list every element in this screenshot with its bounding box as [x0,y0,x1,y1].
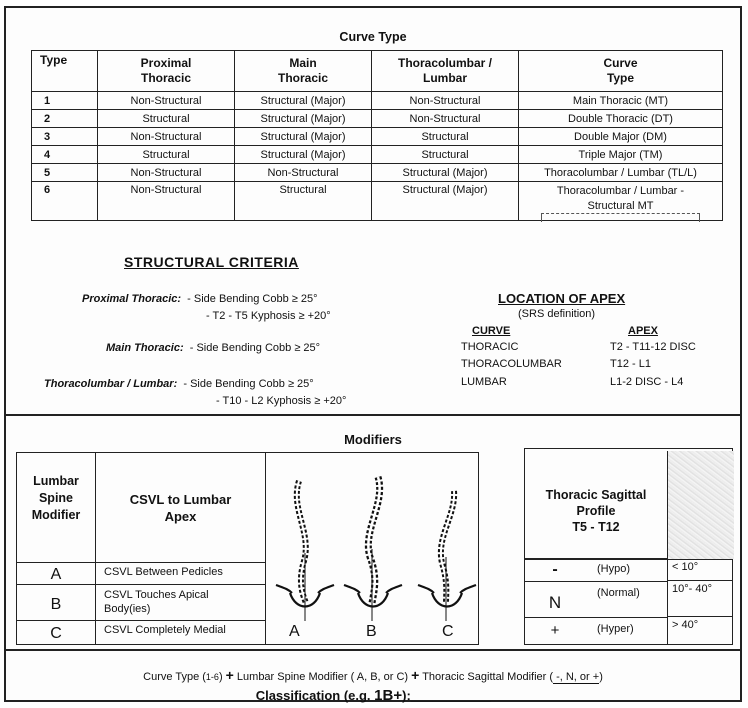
spine-label-a: A [289,623,300,640]
curve-type-table [31,50,723,221]
spine-illustrations [266,453,478,644]
sagittal-normal-symbol: N [548,593,562,612]
thoracic-sagittal-table [524,448,733,645]
apex-subtitle: (SRS definition) [518,308,596,320]
sagittal-divider [525,581,667,582]
classification-chart [4,6,742,702]
apex-value-lumbar: L1-2 DISC - L4 [610,376,684,388]
sagittal-hypo-symbol: - [552,561,558,578]
header-main-thoracic: Main Thoracic [235,51,372,92]
criteria-proximal-thoracic: Proximal Thoracic: - Side Bending Cobb ≥ 25° [82,293,318,305]
thoracic-sagittal-header: Thoracic Sagittal Profile T5 - T12 [525,449,667,559]
sagittal-normal-range: 10°- 40° [667,581,733,617]
lumbar-modifier-header: Lumbar Spine Modifier [17,453,96,563]
criteria-main-thoracic: Main Thoracic: - Side Bending Cobb ≥ 25° [106,342,321,354]
modifier-a-desc: CSVL Between Pedicles [96,563,266,585]
header-thoracolumbar: Thoracolumbar / Lumbar [372,51,519,92]
header-curve-type: Curve Type [519,51,723,92]
table-row: 3 Non-Structural Structural (Major) Structural Double Major (DM) [32,128,723,146]
spine-c-illustration [418,491,476,621]
section-divider [6,414,740,416]
modifier-c-desc: CSVL Completely Medial [96,621,266,644]
sagittal-divider [525,617,667,618]
table-row: 4 Structural Structural (Major) Structural Triple Major (TM) [32,146,723,164]
apex-value-thoracolumbar: T12 - L1 [610,358,651,370]
criteria-thoracolumbar: Thoracolumbar / Lumbar: - Side Bending Cobb ≥ 25° [44,378,314,390]
sagittal-hyper-name: (Hyper) [597,623,634,635]
csvl-header: CSVL to Lumbar Apex [96,453,266,563]
section-divider [6,649,740,651]
apex-curve-thoracic: THORACIC [461,341,519,353]
curve-type-6-cell: Thoracolumbar / Lumbar - Structural MT [519,182,723,221]
table-row: 5 Non-Structural Non-Structural Structural (Major) Thoracolumbar / Lumbar (TL/L) [32,164,723,182]
table-row: 2 Structural Structural (Major) Non-Structural Double Thoracic (DT) [32,110,723,128]
apex-col-curve: CURVE [472,325,511,337]
criteria-proximal-kyphosis: - T2 - T5 Kyphosis ≥ +20° [206,310,331,322]
apex-value-thoracic: T2 - T11-12 DISC [610,341,696,353]
sagittal-hypo-range: < 10° [667,559,733,581]
header-type: Type [32,51,98,92]
sagittal-hypo-name: (Hypo) [597,563,631,575]
modifier-a: A [17,563,96,585]
modifier-b-desc: CSVL Touches Apical Body(ies) [96,585,266,621]
modifier-b: B [17,585,96,621]
curve-type-title: Curve Type [339,30,407,44]
header-proximal-thoracic: Proximal Thoracic [98,51,235,92]
criteria-thoracolumbar-kyphosis: - T10 - L2 Kyphosis ≥ +20° [216,395,347,407]
apex-curve-lumbar: LUMBAR [461,376,507,388]
table-header-row [32,51,723,92]
sagittal-normal-name: (Normal) [597,587,640,599]
apex-title: LOCATION OF APEX [498,291,626,306]
spine-label-b: B [366,623,377,640]
apex-col-apex: APEX [628,325,658,337]
sagittal-hyper-symbol: + [550,622,560,639]
table-row: 1 Non-Structural Structural (Major) Non-Structural Main Thoracic (MT) [32,92,723,110]
dashed-box [541,213,700,222]
sagittal-hyper-range: > 40° [667,617,733,644]
apex-curve-thoracolumbar: THORACOLUMBAR [461,358,562,370]
spine-b-illustration [344,477,402,621]
spine-a-illustration [276,481,334,621]
structural-criteria-title: STRUCTURAL CRITERIA [124,254,299,270]
classification-formula: Curve Type (1-6) + Lumbar Spine Modifier ( A, B, or C) + Thoracic Sagittal Modifier ( -, N, or +) [143,667,603,683]
modifiers-title: Modifiers [344,432,402,447]
spine-label-c: C [442,623,454,640]
modifier-c: C [17,621,96,644]
lumbar-modifier-table [16,452,479,645]
classification-example: Classification (e.g. 1B+):___________ [255,687,491,704]
xray-image [667,451,734,559]
table-row: 6 Non-Structural Structural Structural (Major) Thoracolumbar / Lumbar - Structural MT [32,182,723,221]
